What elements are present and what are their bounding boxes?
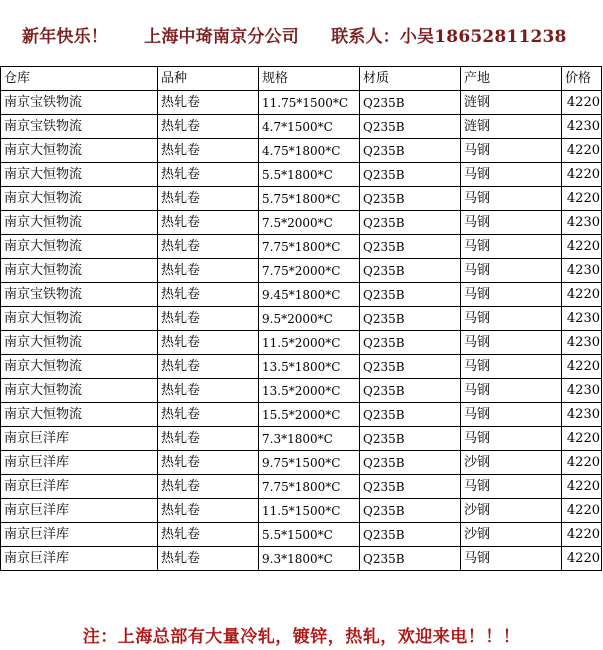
cell-price: 4220 [562,499,602,523]
table-header-row [1,67,602,91]
cell-material: Q235B [360,331,461,355]
cell-spec: 4.75*1800*C [259,139,360,163]
cell-product: 热轧卷 [158,211,259,235]
cell-warehouse: 南京巨洋库 [1,451,158,475]
cell-warehouse: 南京巨洋库 [1,523,158,547]
cell-material: Q235B [360,163,461,187]
cell-product: 热轧卷 [158,115,259,139]
cell-origin: 马钢 [461,379,562,403]
cell-price: 4220 [562,235,602,259]
cell-spec: 11.75*1500*C [259,91,360,115]
table-row [1,259,602,283]
cell-product: 热轧卷 [158,163,259,187]
cell-material: Q235B [360,235,461,259]
cell-material: Q235B [360,451,461,475]
cell-product: 热轧卷 [158,379,259,403]
cell-material: Q235B [360,427,461,451]
cell-price: 4230 [562,331,602,355]
cell-warehouse: 南京宝铁物流 [1,115,158,139]
cell-spec: 7.75*1800*C [259,475,360,499]
table-row [1,307,602,331]
table-row [1,163,602,187]
cell-price: 4220 [562,187,602,211]
cell-spec: 11.5*2000*C [259,331,360,355]
cell-product: 热轧卷 [158,355,259,379]
cell-spec: 9.5*2000*C [259,307,360,331]
cell-price: 4220 [562,139,602,163]
cell-price: 4220 [562,163,602,187]
table-row [1,283,602,307]
cell-origin: 涟钢 [461,115,562,139]
cell-price: 4230 [562,115,602,139]
cell-product: 热轧卷 [158,91,259,115]
cell-warehouse: 南京巨洋库 [1,499,158,523]
table-row [1,523,602,547]
cell-material: Q235B [360,475,461,499]
cell-warehouse: 南京宝铁物流 [1,91,158,115]
cell-price: 4220 [562,91,602,115]
cell-warehouse: 南京宝铁物流 [1,283,158,307]
cell-origin: 马钢 [461,163,562,187]
cell-product: 热轧卷 [158,139,259,163]
table-row [1,499,602,523]
cell-material: Q235B [360,523,461,547]
cell-spec: 9.3*1800*C [259,547,360,571]
column-header-warehouse: 仓库 [1,67,158,91]
cell-material: Q235B [360,91,461,115]
cell-product: 热轧卷 [158,451,259,475]
cell-origin: 马钢 [461,235,562,259]
cell-product: 热轧卷 [158,187,259,211]
table-row [1,451,602,475]
table-row [1,331,602,355]
cell-origin: 马钢 [461,331,562,355]
cell-material: Q235B [360,355,461,379]
cell-origin: 马钢 [461,259,562,283]
cell-origin: 马钢 [461,355,562,379]
table-row [1,403,602,427]
cell-origin: 马钢 [461,307,562,331]
cell-price: 4220 [562,475,602,499]
cell-product: 热轧卷 [158,331,259,355]
cell-product: 热轧卷 [158,523,259,547]
cell-material: Q235B [360,283,461,307]
cell-spec: 5.75*1800*C [259,187,360,211]
table-row [1,475,602,499]
table-row [1,235,602,259]
cell-warehouse: 南京大恒物流 [1,187,158,211]
cell-warehouse: 南京大恒物流 [1,211,158,235]
cell-spec: 7.75*1800*C [259,235,360,259]
cell-origin: 沙钢 [461,451,562,475]
cell-product: 热轧卷 [158,499,259,523]
cell-spec: 5.5*1500*C [259,523,360,547]
cell-material: Q235B [360,139,461,163]
cell-spec: 13.5*2000*C [259,379,360,403]
cell-product: 热轧卷 [158,403,259,427]
cell-warehouse: 南京巨洋库 [1,475,158,499]
column-header-material: 材质 [360,67,461,91]
cell-material: Q235B [360,115,461,139]
cell-warehouse: 南京大恒物流 [1,163,158,187]
cell-warehouse: 南京巨洋库 [1,427,158,451]
table-row [1,139,602,163]
cell-material: Q235B [360,211,461,235]
cell-spec: 7.3*1800*C [259,427,360,451]
cell-origin: 马钢 [461,283,562,307]
cell-warehouse: 南京大恒物流 [1,259,158,283]
cell-warehouse: 南京大恒物流 [1,403,158,427]
greeting-text: 新年快乐！ [22,27,108,47]
cell-price: 4230 [562,403,602,427]
table-row [1,379,602,403]
cell-price: 4220 [562,427,602,451]
cell-spec: 4.7*1500*C [259,115,360,139]
cell-origin: 马钢 [461,139,562,163]
cell-material: Q235B [360,379,461,403]
cell-origin: 沙钢 [461,499,562,523]
stock-table [0,66,602,571]
cell-price: 4220 [562,283,602,307]
table-row [1,427,602,451]
cell-price: 4220 [562,451,602,475]
cell-origin: 马钢 [461,211,562,235]
cell-warehouse: 南京大恒物流 [1,355,158,379]
table-row [1,211,602,235]
cell-spec: 13.5*1800*C [259,355,360,379]
cell-material: Q235B [360,259,461,283]
cell-spec: 7.5*2000*C [259,211,360,235]
cell-spec: 11.5*1500*C [259,499,360,523]
contact-info: 联系人：小吴18652811238 [331,27,567,47]
cell-spec: 9.45*1800*C [259,283,360,307]
cell-product: 热轧卷 [158,235,259,259]
cell-product: 热轧卷 [158,283,259,307]
cell-spec: 9.75*1500*C [259,451,360,475]
company-name: 上海中琦南京分公司 [144,27,299,47]
cell-origin: 沙钢 [461,523,562,547]
cell-warehouse: 南京大恒物流 [1,139,158,163]
cell-warehouse: 南京大恒物流 [1,379,158,403]
cell-price: 4220 [562,355,602,379]
cell-price: 4230 [562,307,602,331]
table-row [1,547,602,571]
cell-origin: 马钢 [461,427,562,451]
table-row [1,115,602,139]
table-row [1,355,602,379]
cell-warehouse: 南京大恒物流 [1,331,158,355]
cell-product: 热轧卷 [158,307,259,331]
cell-spec: 7.75*2000*C [259,259,360,283]
table-row [1,187,602,211]
cell-price: 4230 [562,211,602,235]
column-header-product: 品种 [158,67,259,91]
cell-origin: 马钢 [461,475,562,499]
table-row [1,91,602,115]
cell-price: 4230 [562,379,602,403]
footer-note: 注：上海总部有大量冷轧，镀锌，热轧，欢迎来电！！！ [82,627,521,647]
column-header-price: 价格 [562,67,602,91]
cell-spec: 15.5*2000*C [259,403,360,427]
cell-warehouse: 南京大恒物流 [1,235,158,259]
cell-warehouse: 南京巨洋库 [1,547,158,571]
cell-product: 热轧卷 [158,427,259,451]
cell-origin: 马钢 [461,547,562,571]
cell-material: Q235B [360,499,461,523]
cell-price: 4220 [562,547,602,571]
cell-price: 4220 [562,523,602,547]
cell-product: 热轧卷 [158,475,259,499]
cell-origin: 马钢 [461,187,562,211]
cell-material: Q235B [360,403,461,427]
column-header-spec: 规格 [259,67,360,91]
cell-price: 4230 [562,259,602,283]
page-header [0,0,603,66]
cell-product: 热轧卷 [158,259,259,283]
cell-material: Q235B [360,187,461,211]
cell-warehouse: 南京大恒物流 [1,307,158,331]
cell-material: Q235B [360,547,461,571]
cell-spec: 5.5*1800*C [259,163,360,187]
cell-product: 热轧卷 [158,547,259,571]
cell-origin: 涟钢 [461,91,562,115]
cell-origin: 马钢 [461,403,562,427]
cell-material: Q235B [360,307,461,331]
column-header-origin: 产地 [461,67,562,91]
